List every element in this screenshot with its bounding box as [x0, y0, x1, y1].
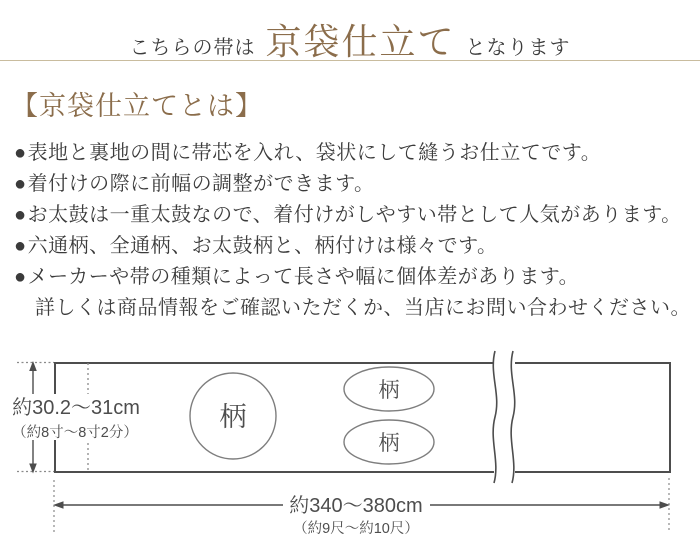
length-label: 約340〜380cm: [289, 495, 423, 517]
length-arrowhead-left: [53, 501, 64, 509]
note-text: 詳しくは商品情報をご確認いただくか、当店にお問い合わせください。: [35, 297, 691, 319]
pattern-circle-label: 柄: [219, 402, 247, 432]
obi-rectangle: [55, 363, 670, 472]
bullet-text: 表地と裏地の間に帯芯を入れ、袋状にして縫うお仕立てです。: [27, 142, 602, 164]
header-prefix: こちらの帯は: [129, 37, 256, 59]
length-arrowhead-right: [660, 501, 671, 509]
bullet-marker: ●: [14, 142, 27, 164]
bullet-marker: ●: [14, 266, 27, 288]
section-title: 【京袋仕立てとは】: [11, 91, 263, 121]
width-label-sub: （約8寸〜8寸2分）: [12, 425, 138, 441]
bullet-marker: ●: [14, 235, 27, 257]
bullet-marker: ●: [14, 204, 27, 226]
width-label: 約30.2〜31cm: [12, 397, 140, 419]
header-suffix: となります: [465, 37, 571, 59]
header-banner: [0, 0, 700, 61]
bullet-marker: ●: [14, 173, 27, 195]
pattern-ellipse-1-label: 柄: [378, 379, 400, 402]
bullet-item: [14, 138, 700, 169]
bullet-item: [14, 262, 700, 293]
header-highlight-kyobukuro: 京袋仕立て: [265, 22, 456, 62]
bullet-item: [14, 200, 700, 231]
bullet-text: メーカーや帯の種類によって長さや幅に個体差があります。: [27, 266, 580, 288]
bullet-text: 着付けの際に前幅の調整ができます。: [27, 173, 375, 195]
bullet-item: [14, 169, 700, 200]
obi-dimension-diagram: [0, 345, 700, 560]
bullet-item: [14, 231, 700, 262]
bullet-list: [0, 138, 700, 293]
length-label-sub: （約9尺〜約10尺）: [293, 521, 419, 537]
bullet-text: お太鼓は一重太鼓なので、着付けがしやすい帯として人気があります。: [27, 204, 682, 226]
bullet-text: 六通柄、全通柄、お太鼓柄と、柄付けは様々です。: [27, 235, 498, 257]
pattern-ellipse-2-label: 柄: [378, 432, 400, 455]
